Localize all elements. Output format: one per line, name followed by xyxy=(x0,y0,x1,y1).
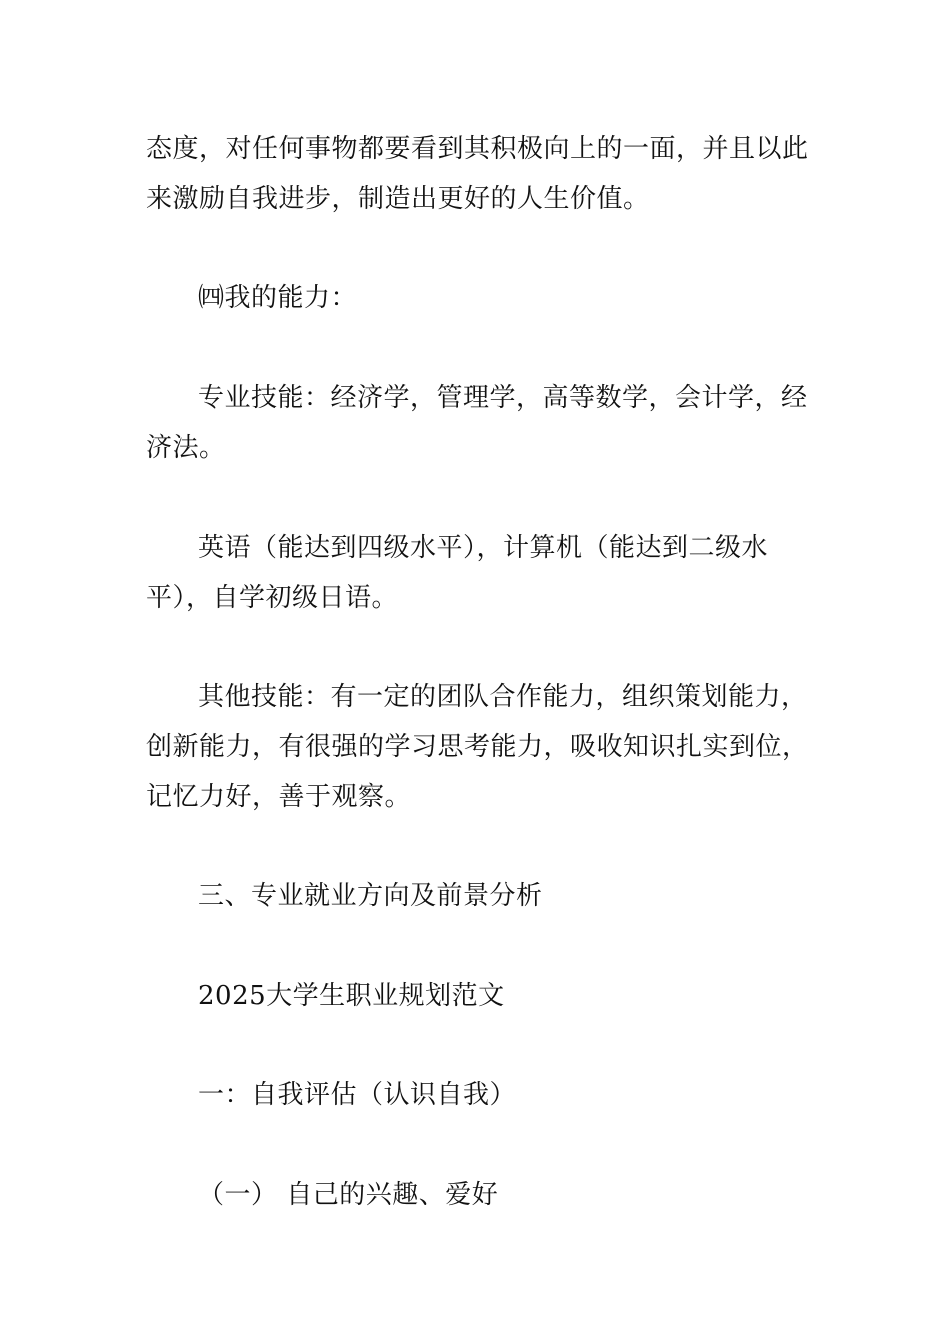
paragraph-other-skills xyxy=(146,672,810,822)
text-line: 2025大学生职业规划范文 xyxy=(198,981,505,1011)
text-line: 平），自学初级日语。 xyxy=(146,583,399,613)
text-line: 其他技能：有一定的团队合作能力，组织策划能力， xyxy=(198,682,808,712)
heading-self-assessment xyxy=(146,1070,810,1120)
text-line: 英语（能达到四级水平），计算机（能达到二级水 xyxy=(198,533,769,563)
text-line: 专业技能：经济学，管理学，高等数学，会计学，经 xyxy=(198,383,808,413)
text-line: 创新能力，有很强的学习思考能力，吸收知识扎实到位， xyxy=(146,732,809,762)
heading-article-title xyxy=(146,971,810,1021)
paragraph-language-computer xyxy=(146,523,810,623)
paragraph-professional-skills xyxy=(146,373,810,473)
text-line: （一） 自己的兴趣、爱好 xyxy=(198,1180,499,1210)
text-line: 济法。 xyxy=(146,433,226,463)
heading-my-abilities xyxy=(146,273,810,323)
paragraph-attitude xyxy=(146,124,810,224)
text-line: 一：自我评估（认识自我） xyxy=(198,1080,517,1110)
text-line: 态度，对任何事物都要看到其积极向上的一面，并且以此 xyxy=(146,134,809,164)
heading-section-three xyxy=(146,871,810,921)
text-line: 三、专业就业方向及前景分析 xyxy=(198,881,543,911)
text-line: ㈣我的能力： xyxy=(198,283,358,313)
text-line: 来激励自我进步，制造出更好的人生价值。 xyxy=(146,184,650,214)
text-line: 记忆力好，善于观察。 xyxy=(146,782,412,812)
heading-interests-hobbies xyxy=(146,1170,810,1220)
